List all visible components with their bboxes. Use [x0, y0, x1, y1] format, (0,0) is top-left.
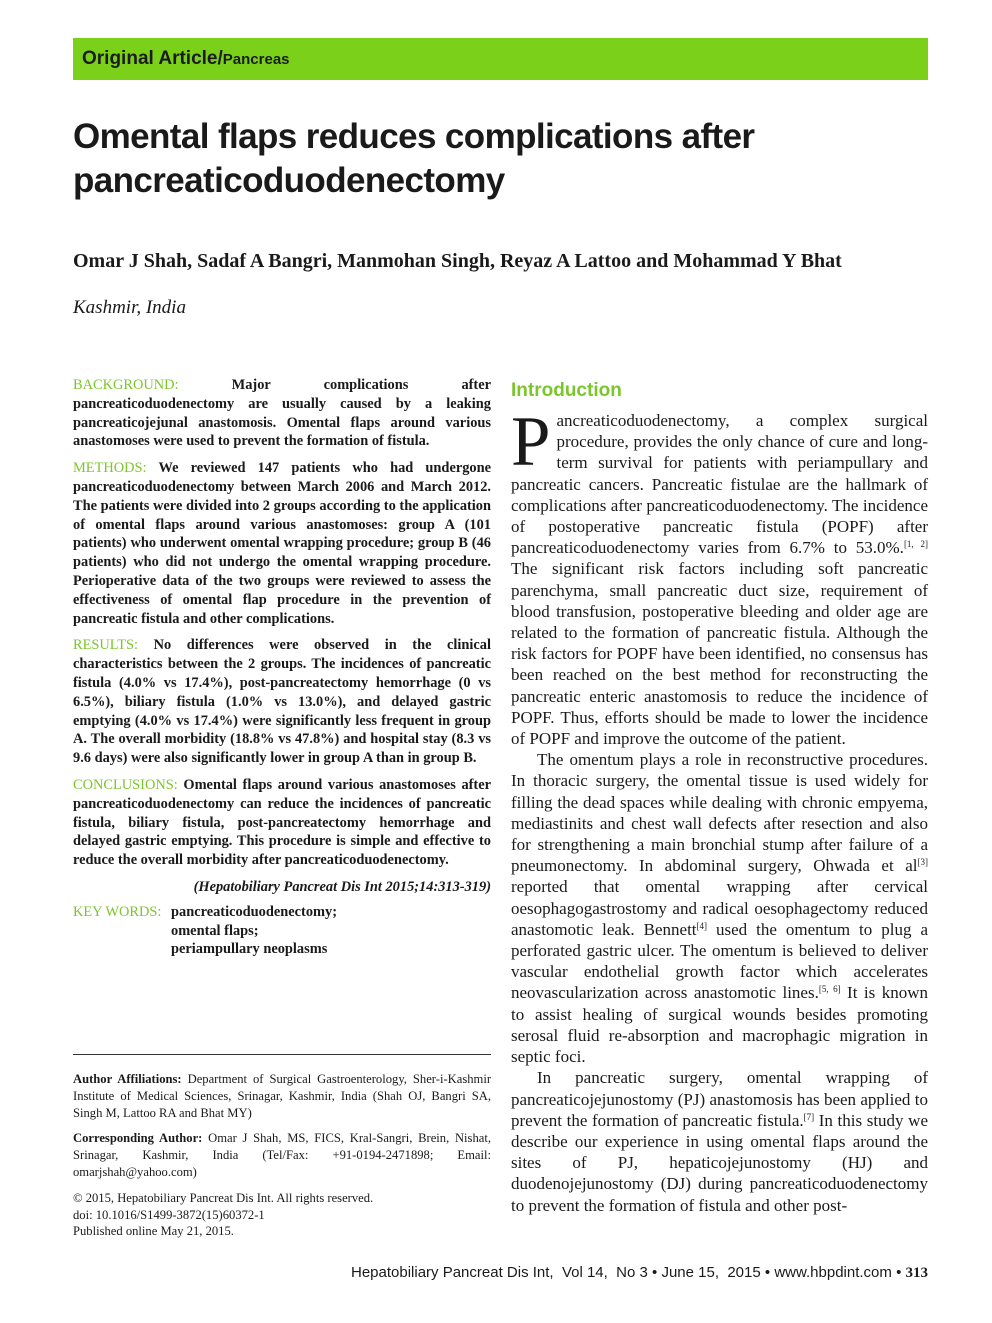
- intro-text: ancreaticoduodenectomy, a complex surgical procedure, provides the only chance of cure and long-term survival for patients with periampullary and pancreatic cancers. Pancreatic fistulae are the hallmark of complications after pancreaticoduodenectomy. The incidence of postoperative pancreatic fistula (POPF) after pancreaticoduodenectomy varies from 6.7% to 53.0%.: [511, 411, 928, 558]
- footer-year: 2015: [727, 1264, 761, 1281]
- abstract-background: [73, 376, 491, 451]
- intro-text: The significant risk factors including soft pancreatic parenchyma, small pancreatic duct size, requirement of blood transfusion, postoperative bleeding and older age are related to the formation of pancreatic fistula. Although the risk factors for POPF have been identified, no consensus has been reached on the best method for reconstructing the pancreatic enteric anastomosis to reduce the incidence of POPF. Thus, efforts should be made to lower the incidence of POPF and improve the outcome of the patient.: [511, 559, 928, 749]
- page-footer: [0, 1264, 928, 1282]
- keyword-list: [171, 903, 337, 959]
- doi-line: doi: 10.1016/S1499-3872(15)60372-1: [73, 1207, 265, 1222]
- footer-bullet: •: [896, 1264, 902, 1281]
- methods-label: METHODS:: [73, 460, 147, 477]
- background-text: Major complications after pancreaticoduodenectomy are usually caused by a leaking pancreaticojejunal anastomosis. Omental flaps around various anastomoses were used to prevent the formation of fistula.: [73, 377, 491, 450]
- affiliations-block: [73, 1054, 491, 1240]
- abstract-methods: [73, 459, 491, 628]
- keyword-item: omental flaps;: [171, 922, 259, 939]
- intro-text: In this study we describe our experience in using omental flaps around the sites of PJ, hepaticojejunostomy (HJ) and duodenojejunostomy (DJ) during pancreaticoduodenectomy to prevent the formation of fistula and other post-: [511, 1110, 928, 1215]
- abstract-conclusions: [73, 776, 491, 870]
- results-text: No differences were observed in the clinical characteristics between the 2 groups. The incidences of pancreatic fistula (4.0% vs 17.4%), post-pancreatectomy hemorrhage (0 vs 6.5%), biliary fistula (1.0% vs 13.0%), and delayed gastric emptying (4.0% vs 17.4%) were significantly less frequent in group A. The overall morbidity (18.8% vs 47.8%) and hospital stay (8.3 vs 9.6 days) were also significantly lower in group A than in group B.: [73, 637, 491, 767]
- intro-text: It is known to assist healing of surgical wounds besides promoting serosal fluid re-absorption and macrophagic migration in septic foci.: [511, 983, 928, 1067]
- results-label: RESULTS:: [73, 637, 139, 654]
- intro-text: reported that omental wrapping after cervical oesophagogastrostomy and radical oesophagectomy reduced anastomotic leak. Bennett: [511, 877, 928, 939]
- corresponding-label: Corresponding Author:: [73, 1131, 203, 1146]
- author-affiliations: [73, 1071, 491, 1121]
- keyword-item: pancreaticoduodenectomy;: [171, 903, 338, 920]
- intro-paragraph: [511, 1067, 928, 1215]
- article-title: Omental flaps reduces complications after pancreaticoduodenectomy: [73, 117, 755, 200]
- footer-bullet: •: [764, 1264, 771, 1281]
- keywords-label: KEY WORDS:: [73, 903, 162, 920]
- drop-cap: P: [511, 403, 551, 481]
- footer-volume: Vol 14,: [561, 1264, 608, 1281]
- reference-marker: [3]: [917, 857, 928, 868]
- reference-marker: [4]: [696, 920, 708, 931]
- intro-text: used the omentum to plug a perforated gastric ulcer. The omentum is believed to deliver vascular endothelial growth factor which accelerates neovascularization across anastomotic lines.: [511, 919, 928, 1003]
- footer-journal: Hepatobiliary Pancreat Dis Int,: [350, 1264, 554, 1281]
- intro-text: In pancreatic surgery, omental wrapping of pancreaticojejunostomy (PJ) anastomosis has been applied to prevent the formation of pancreatic fistula.: [511, 1068, 928, 1130]
- affiliations-text: Department of Surgical Gastroenterology, Sher-i-Kashmir Institute of Medical Sciences, Srinagar, Kashmir, India (Shah OJ, Bangri SA, Singh M, Lattoo RA and Bhat MY): [73, 1072, 492, 1120]
- published-line: Published online May 21, 2015.: [73, 1224, 234, 1239]
- conclusions-text: Omental flaps around various anastomoses after pancreaticoduodenectomy can reduce the incidences of pancreatic fistula, biliary fistula, post-pancreatectomy hemorrhage and delayed gastric emptying. This procedure is simple and effective to reduce the overall morbidity after pancreaticoduodenectomy.: [73, 776, 491, 869]
- copyright-line: © 2015, Hepatobiliary Pancreat Dis Int. All rights reserved.: [73, 1190, 374, 1205]
- article-section: Pancreas: [222, 50, 290, 68]
- footer-bullet: •: [652, 1264, 658, 1281]
- conclusions-label: CONCLUSIONS:: [73, 776, 178, 793]
- affiliations-label: Author Affiliations:: [73, 1072, 182, 1086]
- reference-marker: [5, 6]: [818, 984, 841, 995]
- banner-separator: /: [217, 48, 223, 69]
- corresponding-author: [73, 1130, 491, 1180]
- introduction-section: [511, 378, 928, 1216]
- footer-issue: No 3: [616, 1264, 648, 1281]
- journal-citation: (Hepatobiliary Pancreat Dis Int 2015;14:313-319): [193, 878, 491, 895]
- reference-marker: [7]: [803, 1111, 815, 1122]
- methods-text: We reviewed 147 patients who had undergone pancreaticoduodenectomy between March 2006 and March 2012. The patients were divided into 2 groups according to the application of omental flaps around various anastomoses: group A (101 patients) who underwent omental wrapping procedure; group B (46 patients) who did not undergo the omental wrapping procedure. Perioperative data of the two groups were reviewed to assess the effectiveness of omental flap procedure in the prevention of pancreatic fistula and other complications.: [73, 460, 491, 627]
- footer-website[interactable]: www.hbpdint.com: [774, 1264, 892, 1281]
- footer-date: June 15,: [661, 1264, 719, 1281]
- keywords: [73, 903, 491, 959]
- introduction-heading: Introduction: [511, 380, 622, 401]
- intro-paragraph: [511, 403, 928, 749]
- author-list: Omar J Shah, Sadaf A Bangri, Manmohan Singh, Reyaz A Lattoo and Mohammad Y Bhat: [73, 250, 842, 272]
- reference-marker: [1, 2]: [903, 539, 928, 550]
- author-location: Kashmir, India: [73, 297, 186, 318]
- background-label: BACKGROUND:: [73, 377, 179, 393]
- abstract-results: [73, 636, 491, 768]
- page-number: 313: [905, 1265, 928, 1281]
- article-type: Original Article: [82, 48, 218, 69]
- intro-text: The omentum plays a role in reconstructive procedures. In thoracic surgery, the omental tissue is used widely for filling the dead spaces while dealing with chronic empyema, mediastinits and chest wall defects after resection and also for strengthening a main bronchial stump after failure of a pneumonectomy. In abdominal surgery, Ohwada et al: [511, 750, 928, 876]
- corresponding-text: Omar J Shah, MS, FICS, Kral-Sangri, Brein, Nishat, Srinagar, Kashmir, India (Tel/Fax: +91-0194-2471898; Email: omarjshah@yahoo.com): [73, 1131, 491, 1179]
- intro-paragraph: [511, 749, 928, 1067]
- abstract: [73, 376, 491, 959]
- keyword-item: periampullary neoplasms: [171, 941, 328, 958]
- section-banner: [73, 38, 928, 80]
